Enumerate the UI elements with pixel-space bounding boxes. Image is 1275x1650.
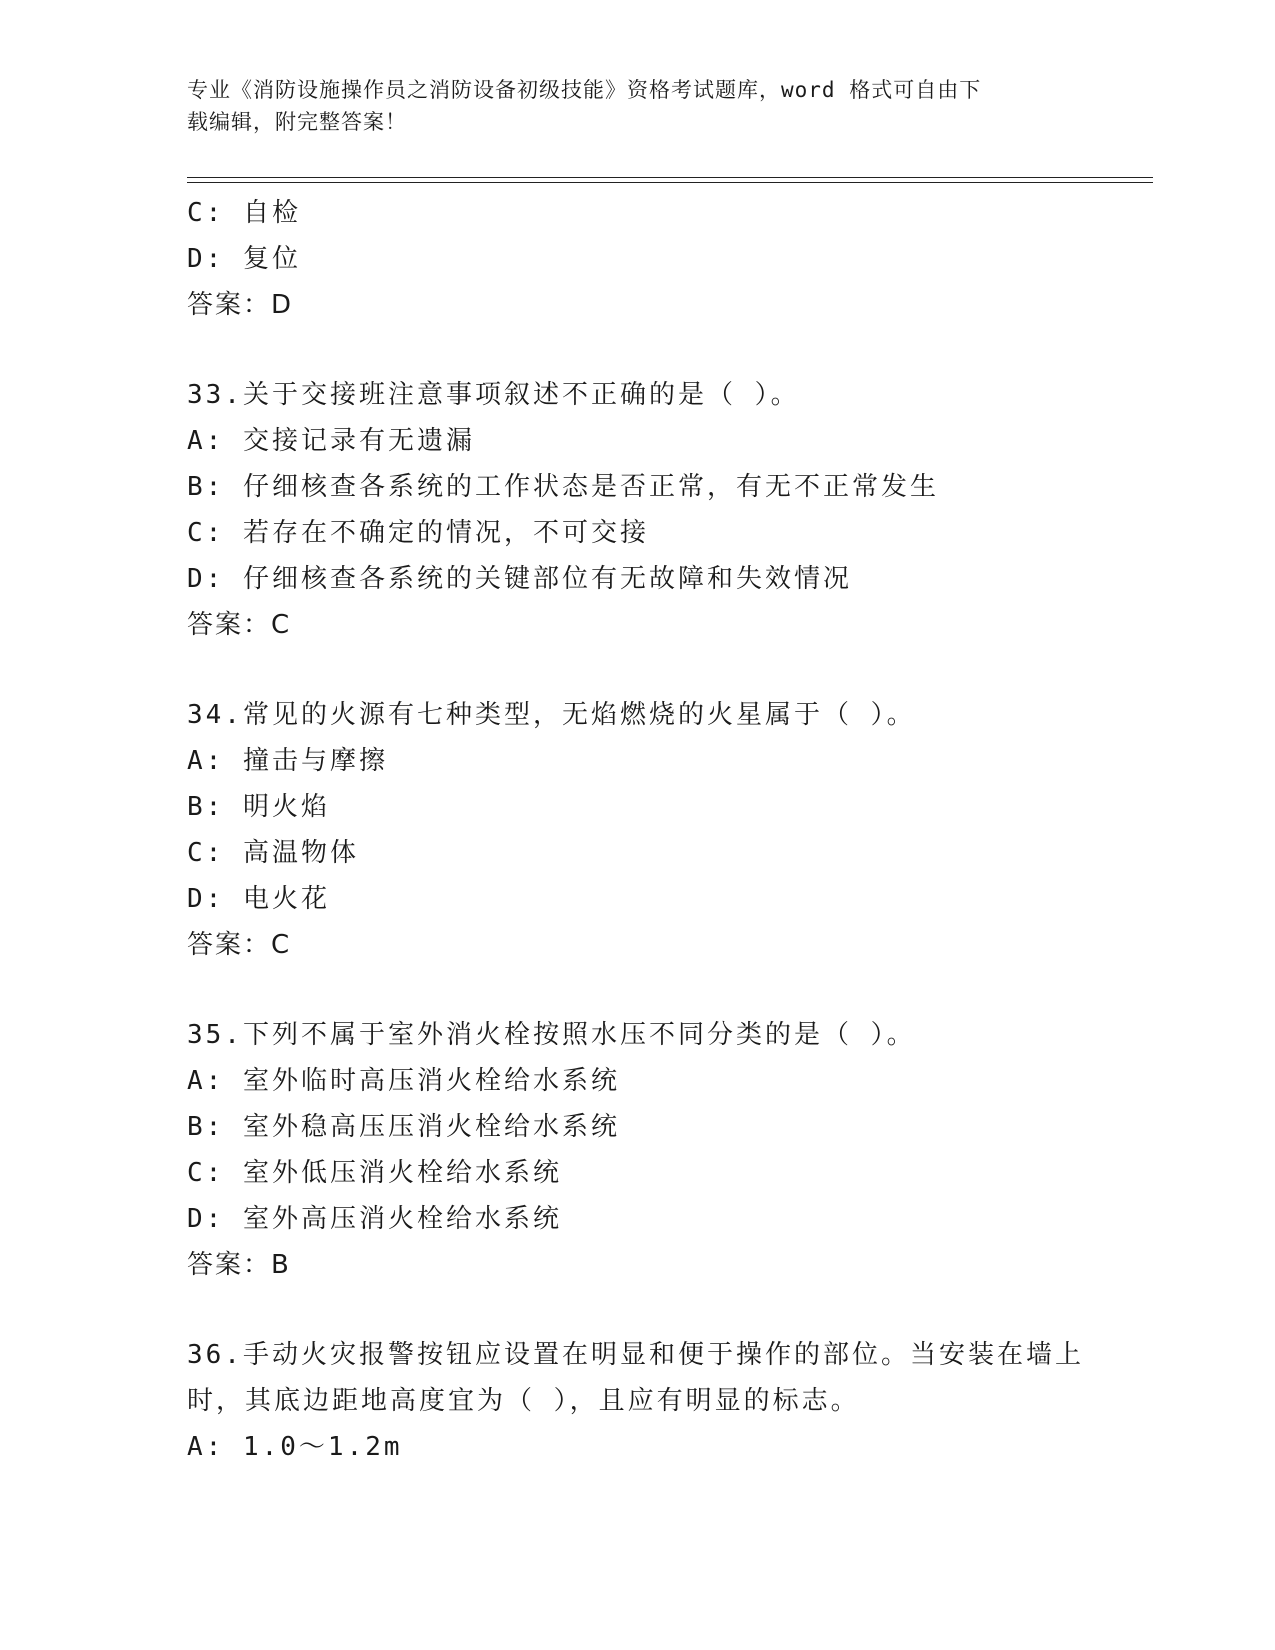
question-stem: 36.手动火灾报警按钮应设置在明显和便于操作的部位。当安装在墙上 (187, 1340, 1084, 1370)
option-b: B: 明火焰 (187, 792, 330, 822)
option-c: C: 自检 (187, 198, 301, 228)
header-line-2: 载编辑，附完整答案！ (187, 110, 407, 134)
question-stem: 33.关于交接班注意事项叙述不正确的是（ ）。 (187, 380, 800, 410)
option-d: D: 复位 (187, 244, 301, 274)
spacer (187, 648, 1147, 692)
question-36 (187, 1332, 1147, 1470)
option-b: B: 仔细核查各系统的工作状态是否正常，有无不正常发生 (187, 472, 939, 502)
header-rule-bottom (187, 182, 1153, 183)
option-b: B: 室外稳高压压消火栓给水系统 (187, 1112, 620, 1142)
question-35 (187, 1012, 1147, 1288)
option-a: A: 撞击与摩擦 (187, 746, 388, 776)
question-34 (187, 692, 1147, 968)
question-content (187, 190, 1147, 1470)
answer-line: 答案：D (187, 290, 294, 320)
question-stem: 35.下列不属于室外消火栓按照水压不同分类的是（ ）。 (187, 1020, 916, 1050)
spacer (187, 328, 1147, 372)
answer-line: 答案：C (187, 930, 292, 960)
option-a: A: 1.0～1.2m (187, 1432, 403, 1462)
option-c: C: 若存在不确定的情况，不可交接 (187, 518, 649, 548)
answer-line: 答案：C (187, 610, 292, 640)
question-stem: 34.常见的火源有七种类型，无焰燃烧的火星属于（ ）。 (187, 700, 916, 730)
option-c: C: 室外低压消火栓给水系统 (187, 1158, 562, 1188)
page-header (187, 74, 1087, 138)
option-d: D: 室外高压消火栓给水系统 (187, 1204, 562, 1234)
question-stem-continued: 时，其底边距地高度宜为（ ），且应有明显的标志。 (187, 1386, 860, 1416)
option-d: D: 仔细核查各系统的关键部位有无故障和失效情况 (187, 564, 852, 594)
answer-line: 答案：B (187, 1250, 291, 1280)
option-c: C: 高温物体 (187, 838, 359, 868)
option-d: D: 电火花 (187, 884, 330, 914)
prev-question-tail (187, 190, 1147, 328)
option-a: A: 交接记录有无遗漏 (187, 426, 475, 456)
header-rule-top (187, 177, 1153, 178)
option-a: A: 室外临时高压消火栓给水系统 (187, 1066, 620, 1096)
question-33 (187, 372, 1147, 648)
spacer (187, 968, 1147, 1012)
spacer (187, 1288, 1147, 1332)
header-line-1: 专业《消防设施操作员之消防设备初级技能》资格考试题库，word 格式可自由下 (187, 78, 982, 102)
